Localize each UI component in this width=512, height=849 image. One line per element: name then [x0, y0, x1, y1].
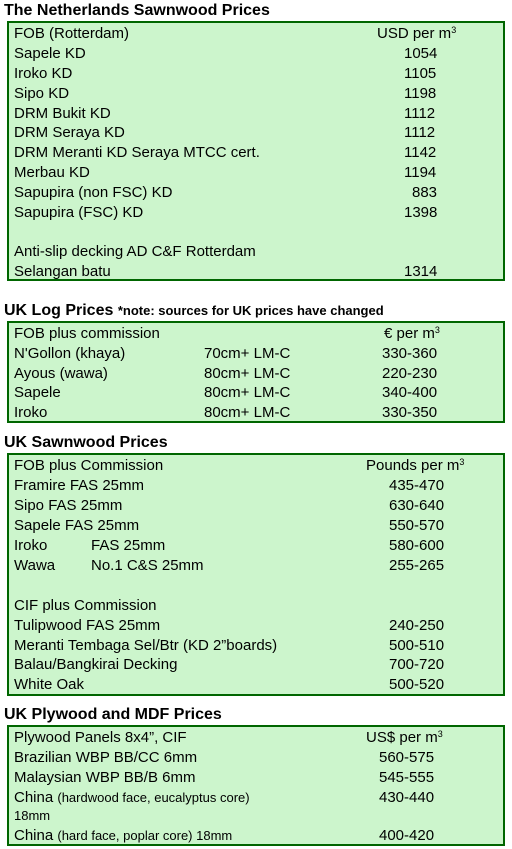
- table-row: Iroko FAS 25mm 580-600: [14, 537, 445, 554]
- uk-log-section-title: UK Log Prices *note: sources for UK prices have changed: [4, 302, 384, 319]
- table-row: Iroko 80cm+ LM-C 330-350: [14, 404, 438, 421]
- uk-sawn-header-unit: Pounds per $m^3$: [366, 457, 465, 474]
- table-row: Sapele KD 1054: [14, 45, 438, 62]
- nl-price-table: [7, 21, 505, 281]
- table-row: Malaysian WBP BB/B 6mm 545-555: [14, 769, 435, 786]
- table-row: China (hardwood face, eucalyptus core) 430-440: [14, 789, 435, 806]
- nl-header-label: FOB (Rotterdam): [14, 25, 130, 42]
- table-row: Selangan batu 1314: [14, 263, 438, 280]
- table-row: N'Gollon (khaya) 70cm+ LM-C 330-360: [14, 345, 438, 362]
- table-row: Brazilian WBP BB/CC 6mm 560-575: [14, 749, 435, 766]
- uk-ply-header-row: Plywood Panels 8x4”, CIF US$ per $m^3$: [14, 729, 443, 746]
- table-row: Sapupira (non FSC) KD 883: [14, 184, 438, 201]
- table-row: DRM Seraya KD 1112: [14, 124, 436, 141]
- table-row: DRM Meranti KD Seraya MTCC cert. 1142: [14, 144, 437, 161]
- table-row: Sapele 80cm+ LM-C 340-400: [14, 384, 438, 401]
- table-row: Sapupira (FSC) KD 1398: [14, 204, 438, 221]
- uk-log-header-unit: € per $m^3$: [384, 325, 440, 342]
- uk-sawn-section-title: UK Sawnwood Prices: [4, 434, 168, 451]
- uk-log-price-table: [7, 321, 505, 423]
- uk-log-header-row: FOB plus commission € per $m^3$: [14, 325, 440, 342]
- nl-header-unit: USD per $m^3$: [377, 25, 457, 42]
- table-row-continuation: 18mm: [14, 808, 51, 823]
- table-row: Ayous (wawa) 80cm+ LM-C 220-230: [14, 365, 438, 382]
- uk-sawn-price-table: [7, 453, 505, 696]
- table-row: White Oak 500-520: [14, 676, 445, 693]
- table-row: Sipo FAS 25mm 630-640: [14, 497, 445, 514]
- uk-ply-price-table: [7, 725, 505, 846]
- table-row: Meranti Tembaga Sel/Btr (KD 2”boards) 500-510: [14, 637, 445, 654]
- uk-ply-header-unit: US$ per $m^3$: [366, 729, 443, 746]
- uk-log-note: *note: sources for UK prices have changed: [117, 303, 384, 318]
- table-row: DRM Bukit KD 1112: [14, 105, 436, 122]
- table-row: Tulipwood FAS 25mm 240-250: [14, 617, 445, 634]
- nl-section-title: The Netherlands Sawnwood Prices: [4, 2, 270, 19]
- table-row: Wawa No.1 C&S 25mm 255-265: [14, 557, 445, 574]
- uk-sawn-cif-heading: CIF plus Commission: [14, 597, 157, 614]
- table-row: Merbau KD 1194: [14, 164, 437, 181]
- table-row: China (hard face, poplar core) 18mm 400-420: [14, 827, 435, 844]
- nl-decking-heading: Anti-slip decking AD C&F Rotterdam: [14, 243, 256, 260]
- uk-ply-section-title: UK Plywood and MDF Prices: [4, 706, 222, 723]
- table-row: Sipo KD 1198: [14, 85, 437, 102]
- table-row: Iroko KD 1105: [14, 65, 437, 82]
- table-row: Balau/Bangkirai Decking 700-720: [14, 656, 445, 673]
- nl-header-row: [9, 24, 503, 44]
- table-row: Sapele FAS 25mm 550-570: [14, 517, 445, 534]
- table-row: Framire FAS 25mm 435-470: [14, 477, 445, 494]
- uk-sawn-header-row: FOB plus Commission Pounds per $m^3$: [14, 457, 465, 474]
